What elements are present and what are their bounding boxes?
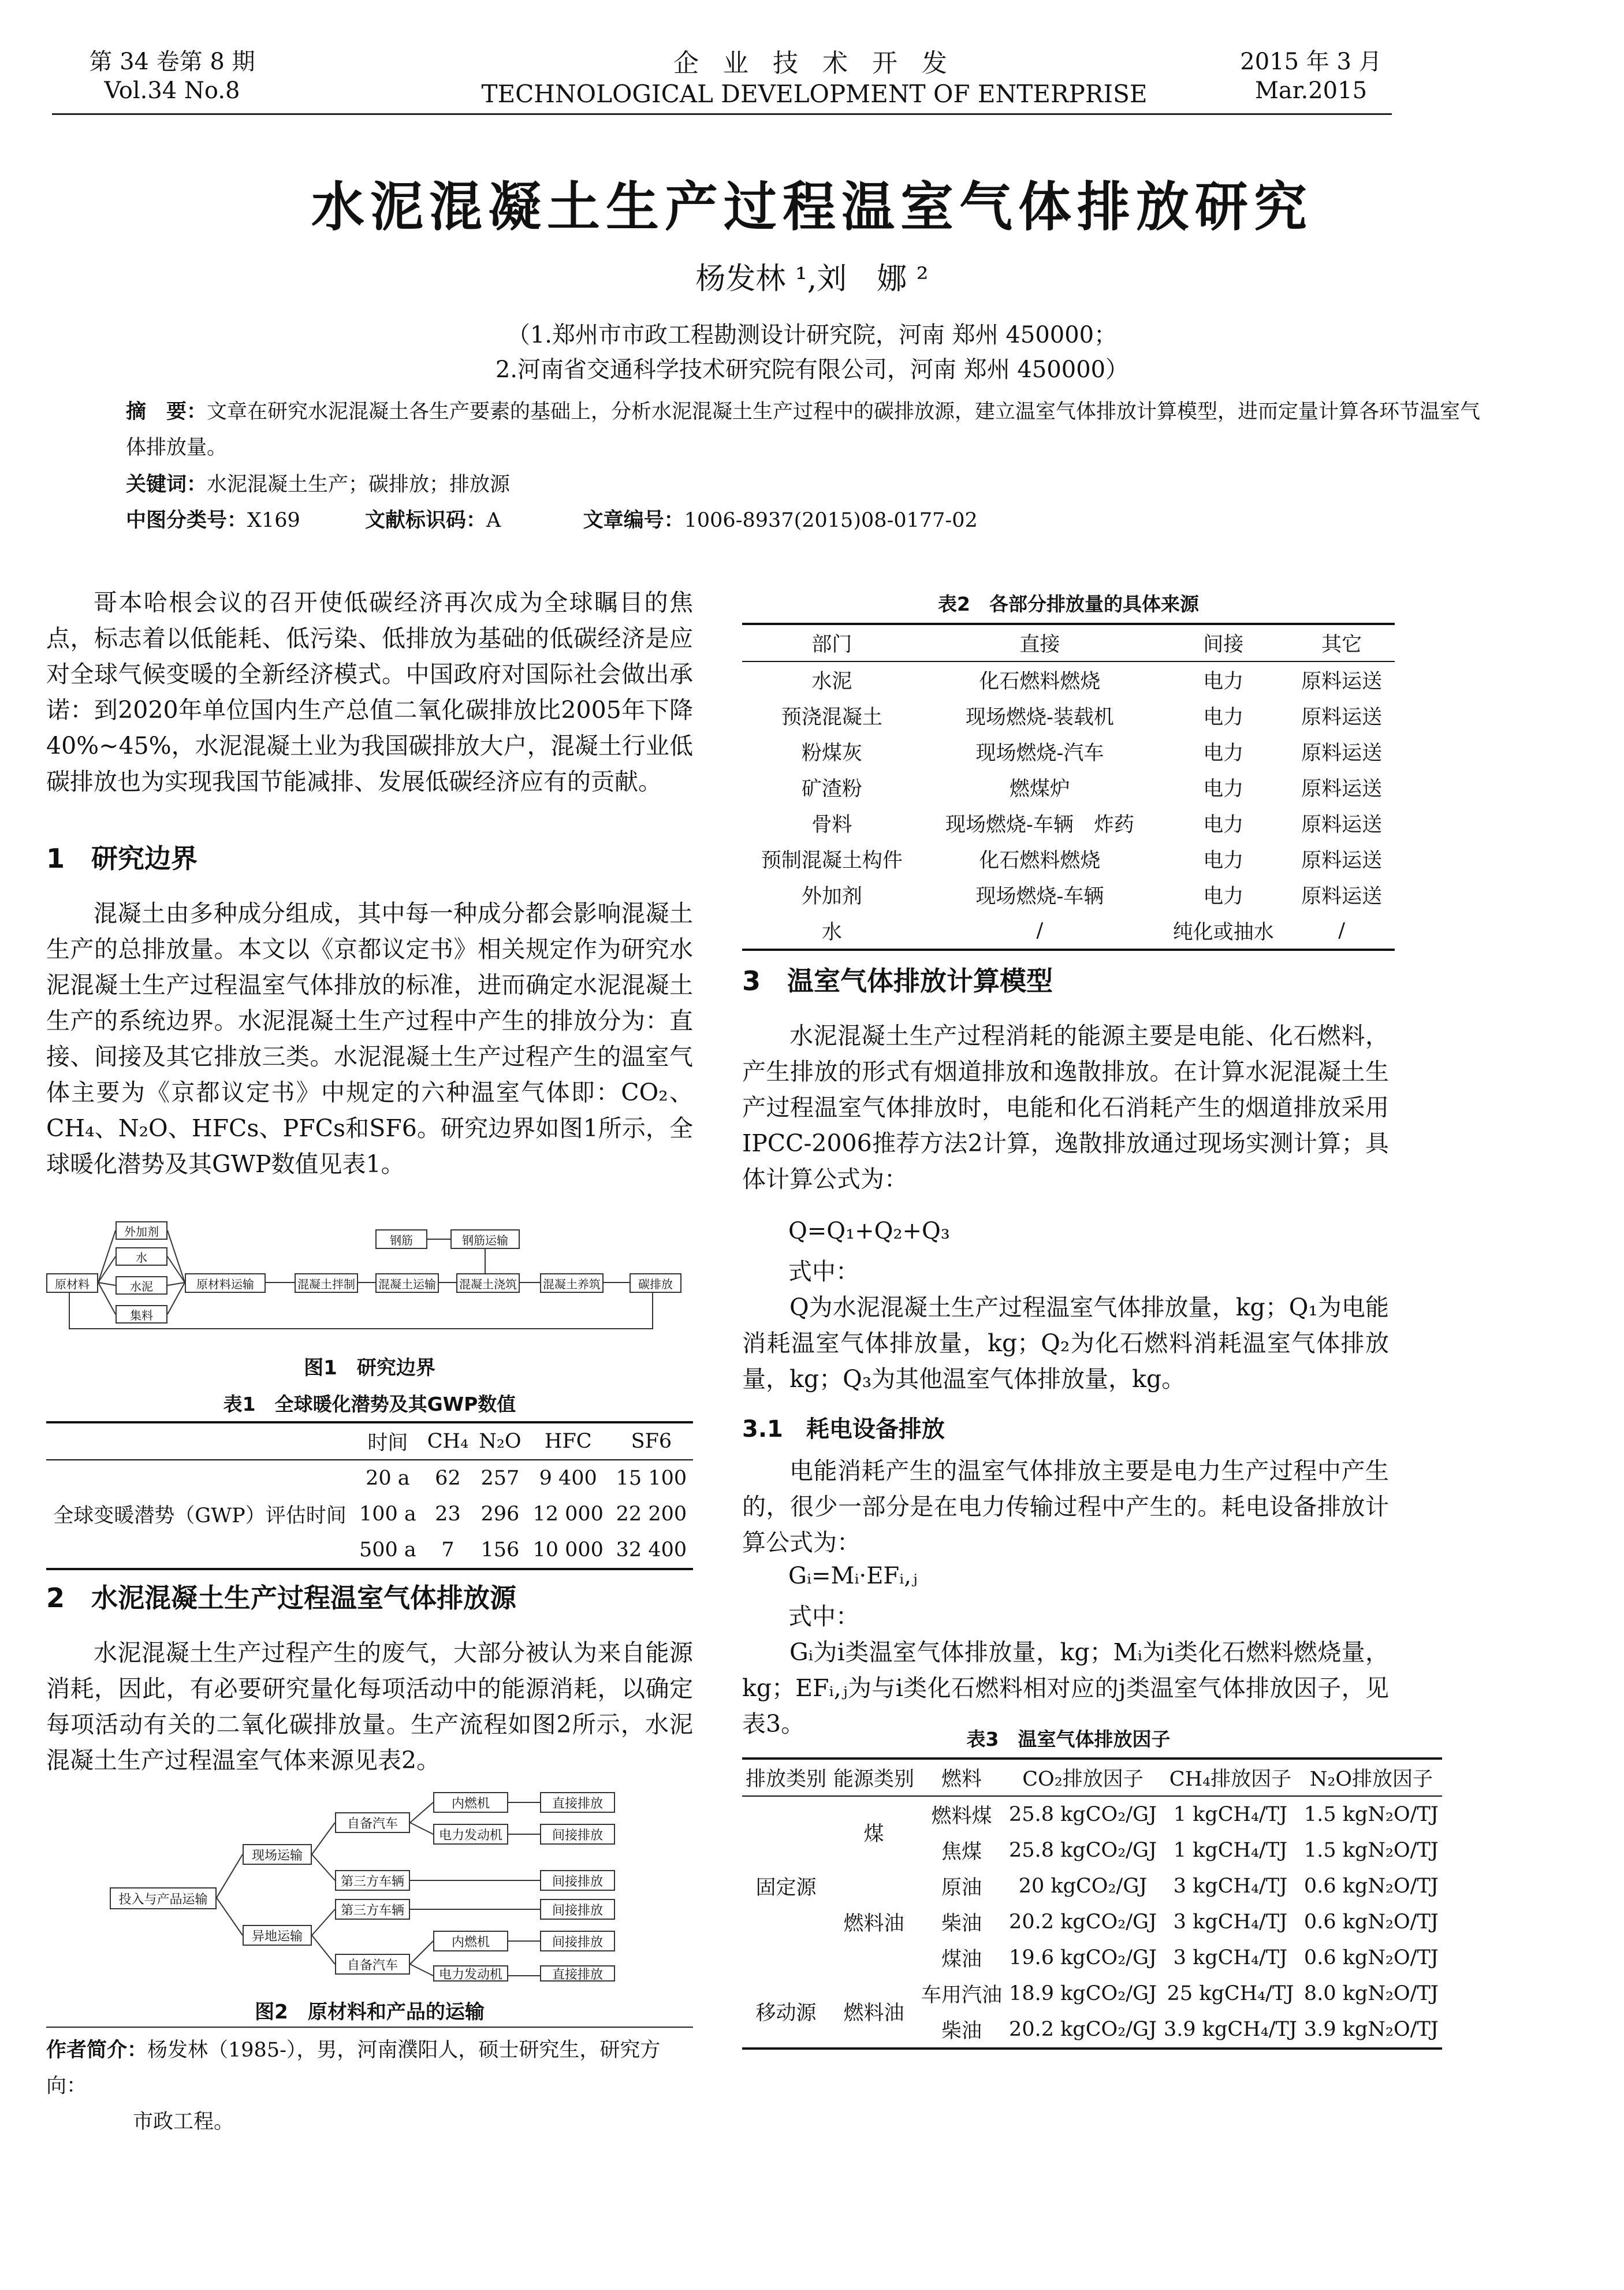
fig2-node-motor-2: 电力发动机 — [433, 1965, 508, 1982]
table-cell: 0.6 kgN₂O/TJ — [1303, 1910, 1439, 1934]
section-1-heading: 1 研究边界 — [46, 843, 198, 874]
table-row — [742, 661, 1395, 698]
table-cell: 电力 — [1203, 778, 1244, 801]
header-date — [1224, 47, 1398, 105]
section-3-definitions — [742, 1289, 1389, 1397]
article-id-label: 文章编号： — [583, 509, 684, 532]
table-cell: 20.2 kgCO₂/GJ — [1009, 2018, 1157, 2041]
table-2-header: 其它 — [1321, 633, 1362, 656]
abstract — [126, 394, 1500, 466]
author-bio-text: 杨发林（1985-），男，河南濮阳人，硕士研究生，研究方向： — [46, 2039, 661, 2098]
table-row — [742, 769, 1395, 805]
table-cell: 燃煤炉 — [1009, 778, 1070, 801]
table-3-source-oil-2: 燃料油 — [843, 2002, 904, 2025]
figure-2-caption: 图2 原材料和产品的运输 — [255, 2001, 485, 2024]
intro-paragraph — [46, 585, 693, 800]
table-row — [742, 734, 1395, 769]
table-cell: 现场燃烧-车辆 — [975, 885, 1104, 908]
table-cell: 156 — [481, 1538, 520, 1562]
table-1-header: SF6 — [631, 1430, 672, 1453]
table-cell: 23 — [435, 1503, 461, 1526]
table-row — [742, 1796, 1442, 1832]
where-label-2: 式中： — [788, 1603, 859, 1630]
table-3-caption: 表3 温室气体排放因子 — [966, 1728, 1171, 1750]
table-3-source-coal: 煤 — [863, 1823, 884, 1846]
table-cell: 原料运送 — [1301, 670, 1383, 693]
section-3-body — [742, 1018, 1389, 1197]
fig1-node-cement: 水泥 — [116, 1276, 167, 1295]
table-cell: 20 kgCO₂/GJ — [1018, 1875, 1148, 1898]
formula-1: Q=Q₁+Q₂+Q₃ — [788, 1218, 950, 1244]
section-3-1-body — [742, 1453, 1389, 1560]
table-cell: 原料运送 — [1301, 849, 1383, 872]
fig2-node-offsite-transport: 异地运输 — [243, 1925, 312, 1946]
table-cell: 1.5 kgN₂O/TJ — [1303, 1839, 1439, 1862]
fig2-node-own-vehicle-1: 自备汽车 — [335, 1812, 410, 1833]
figure-1 — [46, 1213, 699, 1346]
author-bio-text-2: 市政工程。 — [133, 2110, 234, 2133]
footnote-rule — [46, 2027, 693, 2028]
table-3-category-mobile: 移动源 — [755, 2002, 817, 2025]
table-row — [742, 913, 1395, 950]
fig2-node-third-party-2: 第三方车辆 — [335, 1899, 410, 1920]
table-cell: 9 400 — [539, 1467, 597, 1490]
affiliation-2: 2.河南省交通科学技术研究院有限公司，河南 郑州 450000） — [495, 356, 1129, 383]
table-cell: 1.5 kgN₂O/TJ — [1303, 1803, 1439, 1826]
fig2-node-own-vehicle-2: 自备汽车 — [335, 1954, 410, 1975]
table-cell: 7 — [441, 1538, 455, 1562]
author-bio — [46, 2032, 693, 2140]
fig2-node-ice-2: 内燃机 — [433, 1931, 508, 1951]
table-cell: 10 000 — [532, 1538, 604, 1562]
table-cell: 3 kgCH₄/TJ — [1173, 1910, 1288, 1934]
header-date-cn: 2015 年 3 月 — [1240, 49, 1382, 75]
table-cell: 化石燃料燃烧 — [979, 849, 1101, 872]
table-cell: 预制混凝土构件 — [761, 849, 903, 872]
table-cell: 预浇混凝土 — [781, 706, 882, 729]
table-cell: 1 kgCH₄/TJ — [1173, 1803, 1288, 1826]
table-2 — [742, 623, 1395, 951]
section-1-text: 混凝土由多种成分组成，其中每一种成分都会影响混凝土生产的总排放量。本文以《京都议定书》相关规定作为研究水泥混凝土生产过程温室气体排放的标准，进而确定水泥混凝土生产的系统边界。水泥混凝土生产过程中产生的排放分为：直接、间接及其它排放三类。水泥混凝土生产过程产生的温室气体主要为《京都议定书》中规定的六种温室气体即：CO₂、CH₄、N₂O、HFCs、PFCs和SF6。研究边界如图1所示，全球暖化潜势及其GWP数值见表1。 — [46, 899, 693, 1178]
table-1-row-label: 全球变暖潜势（GWP）评估时间 — [53, 1504, 347, 1527]
section-3-1-text: 电能消耗产生的温室气体排放主要是电力生产过程中产生的，很少一部分是在电力传输过程中产生的。耗电设备排放计算公式为： — [742, 1457, 1389, 1556]
table-cell: 现场燃烧-装载机 — [966, 706, 1114, 729]
table-cell: 8.0 kgN₂O/TJ — [1303, 1982, 1439, 2005]
table-cell: 25.8 kgCO₂/GJ — [1009, 1839, 1157, 1862]
table-cell: 现场燃烧-车辆 炸药 — [945, 813, 1134, 837]
fig1-node-raw-materials: 原材料 — [46, 1273, 98, 1293]
table-1-caption: 表1 全球暖化潜势及其GWP数值 — [223, 1393, 516, 1415]
header-date-en: Mar.2015 — [1254, 77, 1368, 104]
table-1-header: HFC — [544, 1430, 592, 1453]
fig2-node-emission-5: 间接排放 — [540, 1931, 615, 1951]
table-cell: 纯化或抽水 — [1172, 921, 1274, 944]
table-1 — [46, 1421, 693, 1570]
section-2-heading: 2 水泥混凝土生产过程温室气体排放源 — [46, 1582, 517, 1614]
table-cell: 原料运送 — [1301, 742, 1383, 765]
table-row — [742, 698, 1395, 734]
table-row — [742, 877, 1395, 913]
table-cell: 燃料煤 — [931, 1805, 992, 1828]
table-cell: 0.6 kgN₂O/TJ — [1303, 1875, 1439, 1898]
table-cell: 电力 — [1203, 885, 1244, 908]
table-cell: 水泥 — [811, 670, 852, 693]
table-cell: 原料运送 — [1301, 885, 1383, 908]
section-3-def-text: Q为水泥混凝土生产过程温室气体排放量，kg；Q₁为电能消耗温室气体排放量，kg；Q₂为化石燃料消耗温室气体排放量，kg；Q₃为其他温室气体排放量，kg。 — [742, 1293, 1389, 1393]
header-volume-cn: 第 34 卷第 8 期 — [89, 49, 255, 75]
table-cell: 柴油 — [941, 2020, 982, 2043]
table-cell: 22 200 — [616, 1503, 687, 1526]
section-1-body — [46, 895, 693, 1182]
section-2-text: 水泥混凝土生产过程产生的废气，大部分被认为来自能源消耗，因此，有必要研究量化每项活动中的能源消耗，以确定每项活动有关的二氧化碳排放量。生产流程如图2所示，水泥混凝土生产过程温室气体来源见表2。 — [46, 1639, 693, 1774]
table-cell: 粉煤灰 — [801, 742, 862, 765]
section-3-text: 水泥混凝土生产过程消耗的能源主要是电能、化石燃料，产生排放的形式有烟道排放和逸散排放。在计算水泥混凝土生产过程温室气体排放时，电能和化石消耗产生的烟道排放采用IPCC-2006推荐方法2计算，逸散排放通过现场实测计算；具体计算公式为： — [742, 1022, 1389, 1193]
table-cell: 原料运送 — [1301, 813, 1383, 837]
keywords-text: 水泥混凝土生产；碳排放；排放源 — [207, 473, 511, 496]
intro-text: 哥本哈根会议的召开使低碳经济再次成为全球瞩目的焦点，标志着以低能耗、低污染、低排放为基础的低碳经济是应对全球气候变暖的全新经济模式。中国政府对国际社会做出承诺：到2020年单位国内生产总值二氧化碳排放比2005年下降40%~45%，水泥混凝土业为我国碳排放大户，混凝土行业低碳排放也为实现我国节能减排、发展低碳经济应有的贡献。 — [46, 589, 693, 795]
table-cell: 煤油 — [941, 1948, 982, 1971]
section-2-body — [46, 1635, 693, 1778]
table-cell: 原油 — [941, 1876, 982, 1899]
table-cell: 3.9 kgN₂O/TJ — [1303, 2018, 1439, 2041]
table-cell: 0.6 kgN₂O/TJ — [1303, 1946, 1439, 1969]
doc-code-value: A — [486, 509, 501, 532]
fig1-node-carbon-emission: 碳排放 — [630, 1273, 681, 1293]
table-cell: 20.2 kgCO₂/GJ — [1009, 1910, 1157, 1934]
table-cell: 矿渣粉 — [801, 778, 862, 801]
table-cell: 20 a — [366, 1467, 410, 1490]
table-cell: 原料运送 — [1301, 706, 1383, 729]
table-3-header: N₂O排放因子 — [1309, 1768, 1433, 1791]
fig1-node-water: 水 — [116, 1247, 167, 1266]
table-cell: 电力 — [1203, 849, 1244, 872]
table-cell: 25.8 kgCO₂/GJ — [1009, 1803, 1157, 1826]
table-cell: 32 400 — [616, 1538, 687, 1562]
classification — [126, 503, 1500, 538]
table-2-header-row — [742, 624, 1395, 661]
paper-authors: 杨发林 ¹,刘 娜 ² — [695, 262, 929, 296]
table-cell: 现场燃烧-汽车 — [975, 742, 1104, 765]
table-cell: 15 100 — [616, 1467, 687, 1490]
table-cell: 12 000 — [532, 1503, 604, 1526]
table-cell: 车用汽油 — [921, 1984, 1003, 2007]
figure-1-caption: 图1 研究边界 — [304, 1356, 435, 1380]
table-cell: 100 a — [359, 1503, 416, 1526]
header-rule — [52, 113, 1392, 115]
table-1-header-row — [46, 1422, 693, 1460]
fig1-node-admixture: 外加剂 — [116, 1221, 167, 1240]
keywords — [126, 467, 1500, 503]
abstract-label: 摘 要： — [126, 400, 207, 423]
table-cell: 电力 — [1203, 706, 1244, 729]
fig1-node-aggregate: 集料 — [116, 1305, 167, 1324]
table-row — [742, 841, 1395, 877]
table-row — [742, 1976, 1442, 2012]
table-cell: 电力 — [1203, 670, 1244, 693]
fig2-node-site-transport: 现场运输 — [243, 1844, 312, 1865]
fig1-node-pouring: 混凝土浇筑 — [456, 1273, 520, 1293]
fig2-node-ice-1: 内燃机 — [433, 1792, 508, 1813]
table-3-header: 能源类别 — [833, 1768, 915, 1791]
table-cell: 外加剂 — [801, 885, 862, 908]
table-2-header: 部门 — [811, 633, 852, 656]
paper-title: 水泥混凝土生产过程温室气体排放研究 — [311, 176, 1313, 238]
table-cell: 296 — [481, 1503, 520, 1526]
table-cell: 19.6 kgCO₂/GJ — [1009, 1946, 1157, 1969]
table-3-header: CH₄排放因子 — [1169, 1768, 1292, 1791]
table-cell: 25 kgCH₄/TJ — [1167, 1982, 1294, 2005]
table-1-header: CH₄ — [427, 1430, 469, 1453]
fig1-node-concrete-transport: 混凝土运输 — [375, 1273, 439, 1293]
table-row — [742, 1868, 1442, 1904]
table-1-header: N₂O — [479, 1430, 522, 1453]
fig2-node-emission-2: 间接排放 — [540, 1824, 615, 1845]
header-volume-en: Vol.34 No.8 — [104, 77, 240, 104]
fig2-node-emission-4: 间接排放 — [540, 1899, 615, 1920]
table-3-header: 燃料 — [941, 1768, 982, 1791]
table-cell: 500 a — [359, 1538, 416, 1562]
table-cell: 水 — [821, 921, 842, 944]
fig1-node-steel: 钢筋 — [375, 1229, 427, 1249]
table-cell: 电力 — [1203, 742, 1244, 765]
table-cell: 257 — [481, 1467, 520, 1490]
fig2-node-emission-6: 直接排放 — [540, 1965, 615, 1982]
figure-2 — [110, 1791, 630, 1982]
table-row — [742, 805, 1395, 841]
table-2-header: 间接 — [1203, 633, 1244, 656]
fig2-node-third-party-1: 第三方车辆 — [335, 1870, 410, 1891]
clc-value: X169 — [247, 509, 300, 532]
table-3-category-fixed: 固定源 — [755, 1876, 817, 1899]
fig2-node-emission-3: 间接排放 — [540, 1870, 615, 1891]
table-cell: 电力 — [1203, 813, 1244, 837]
formula-2: Gᵢ=Mᵢ·EFᵢ,ⱼ — [788, 1563, 918, 1589]
table-1-header: 时间 — [367, 1432, 408, 1455]
fig1-node-material-transport: 原材料运输 — [185, 1273, 266, 1293]
table-3 — [742, 1757, 1442, 2050]
table-cell: 化石燃料燃烧 — [979, 670, 1101, 693]
table-cell: 62 — [435, 1467, 461, 1490]
section-3-heading: 3 温室气体排放计算模型 — [742, 965, 1053, 997]
table-cell: 18.9 kgCO₂/GJ — [1009, 1982, 1157, 2005]
fig1-node-mixing: 混凝土拌制 — [295, 1273, 358, 1293]
fig1-node-steel-transport: 钢筋运输 — [450, 1229, 520, 1249]
fig2-node-input-product-transport: 投入与产品运输 — [110, 1887, 217, 1909]
table-cell: 原料运送 — [1301, 778, 1383, 801]
table-cell: 3 kgCH₄/TJ — [1173, 1875, 1288, 1898]
header-journal-cn: 企 业 技 术 开 发 — [673, 49, 955, 78]
table-cell: 3 kgCH₄/TJ — [1173, 1946, 1288, 1969]
where-label-1: 式中： — [788, 1258, 859, 1285]
fig1-node-curing: 混凝土养筑 — [540, 1273, 604, 1293]
table-cell: 焦煤 — [941, 1841, 982, 1864]
table-cell: 柴油 — [941, 1912, 982, 1935]
fig2-node-emission-1: 直接排放 — [540, 1792, 615, 1813]
table-cell: / — [1338, 919, 1346, 942]
table-cell: 骨料 — [811, 813, 852, 837]
fig2-node-motor-1: 电力发动机 — [433, 1824, 508, 1845]
table-3-header-row — [742, 1759, 1442, 1796]
table-cell: 1 kgCH₄/TJ — [1173, 1839, 1288, 1862]
author-bio-label: 作者简介： — [46, 2039, 148, 2062]
abstract-text: 文章在研究水泥混凝土各生产要素的基础上，分析水泥混凝土生产过程中的碳排放源，建立温室气体排放计算模型，进而定量计算各环节温室气体排放量。 — [126, 400, 1481, 459]
affiliation-1: （1.郑州市市政工程勘测设计研究院，河南 郑州 450000； — [506, 322, 1118, 348]
section-3-1-heading: 3.1 耗电设备排放 — [742, 1416, 945, 1443]
table-3-source-oil: 燃料油 — [843, 1912, 904, 1935]
table-cell: 3.9 kgCH₄/TJ — [1164, 2018, 1297, 2041]
table-row — [46, 1460, 693, 1496]
header-journal — [323, 47, 1305, 110]
table-cell: / — [1036, 919, 1044, 942]
header-journal-en: TECHNOLOGICAL DEVELOPMENT OF ENTERPRISE — [481, 80, 1148, 108]
doc-code-label: 文献标识码： — [365, 509, 487, 532]
table-2-header: 直接 — [1019, 633, 1060, 656]
keywords-label: 关键词： — [126, 473, 207, 496]
table-2-caption: 表2 各部分排放量的具体来源 — [938, 593, 1199, 615]
table-3-header: 排放类别 — [746, 1768, 827, 1791]
section-3-1-def-text: Gᵢ为i类温室气体排放量，kg；Mᵢ为i类化石燃料燃烧量，kg；EFᵢ,ⱼ为与i类化石燃料相对应的j类温室气体排放因子，见表3。 — [742, 1638, 1389, 1738]
header-volume — [68, 47, 276, 105]
clc-label: 中图分类号： — [126, 509, 248, 532]
table-3-header: CO₂排放因子 — [1022, 1768, 1143, 1791]
article-id-value: 1006-8937(2015)08-0177-02 — [684, 509, 978, 532]
